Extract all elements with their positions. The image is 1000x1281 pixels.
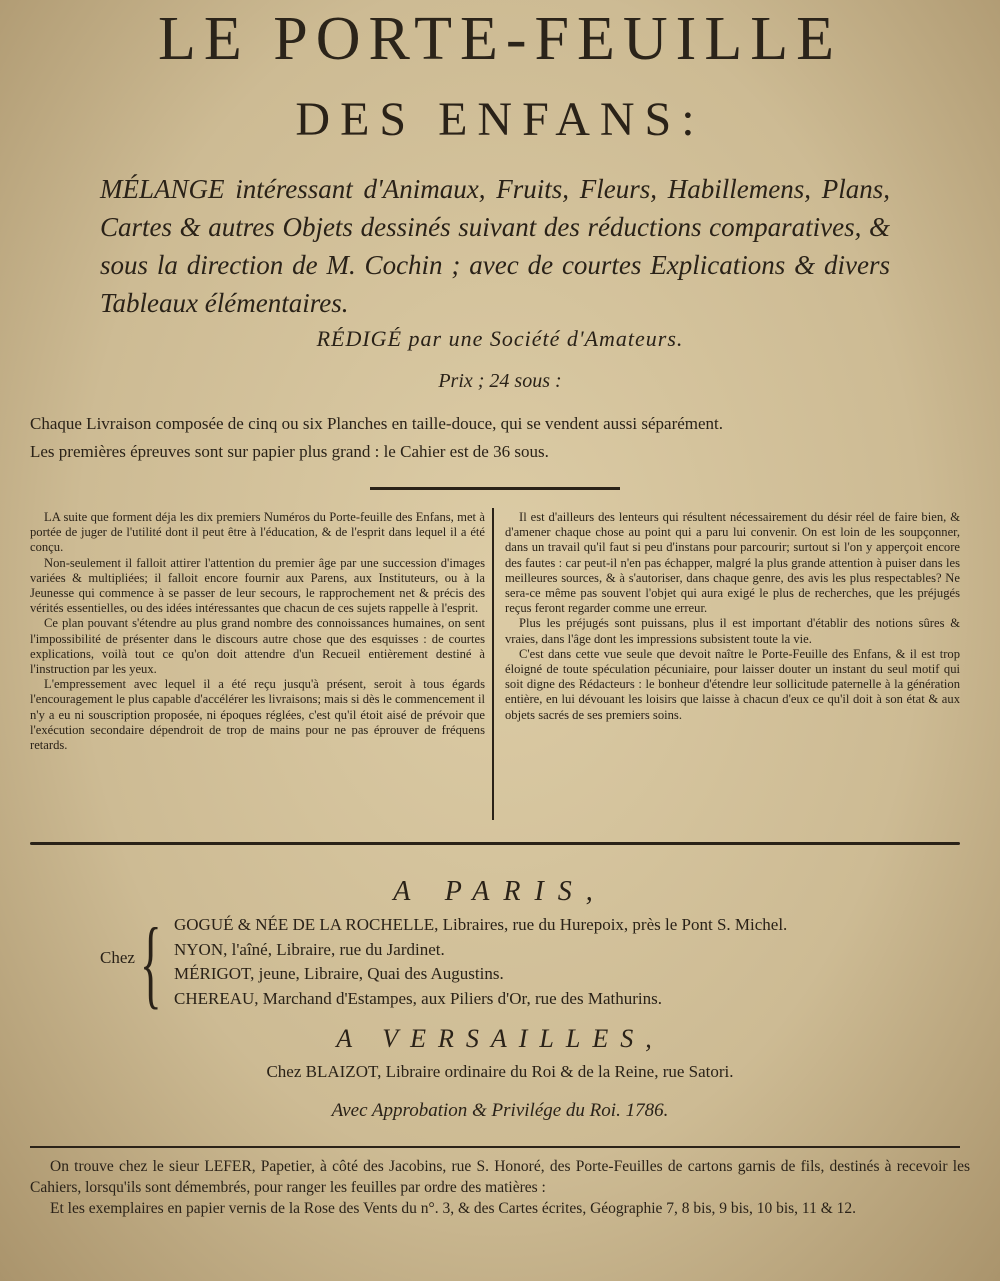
left-paragraph-1: LA suite que forment déja les dix premiers Numéros du Porte-feuille des Enfans, met à portée de juger de l'utilité dont il peut être à l'éducation, & de l'esprit dans lequel il a été conçu. <box>30 510 485 555</box>
middle-rule <box>30 842 960 845</box>
footer-notice <box>30 1156 970 1219</box>
libraires-list <box>174 913 994 1011</box>
footer-line-1: On trouve chez le sieur LEFER, Papetier, à côté des Jacobins, rue S. Honoré, des Porte-Feuilles de cartons garnis de fils, destinés à recevoir les Cahiers, lorsqu'ils sont démembrés, pour ranger les feuilles par ordre des matières : <box>30 1158 970 1196</box>
livraison-line-2: Les premières épreuves sont sur papier plus grand : le Cahier est de 36 sous. <box>30 442 549 461</box>
right-paragraph-1: Il est d'ailleurs des lenteurs qui résultent nécessairement du désir réel de faire bien, & d'amener chaque chose au point qui a paru lui convenir. On est loin de les soupçonner, dans un travail qu'il faut si peu d'instans pour parcourir; surtout si l'on y apperçoit encore des fautes : car peut-il n'en pas échapper, malgré la plus grande attention à puiser dans les meilleures sources, & à s'autoriser, dans chaque genre, des avis les plus respectables? Ne sera-ce même pas souvent l'objet qui aura exigé le plus de recherches, que les préjugés reçus feront regarder comme une erreur. <box>505 510 960 616</box>
libraire-3: MÉRIGOT, jeune, Libraire, Quai des Augustins. <box>174 964 504 983</box>
libraire-4: CHEREAU, Marchand d'Estampes, aux Piliers d'Or, rue des Mathurins. <box>174 988 662 1008</box>
subtitle: MÉLANGE intéressant d'Animaux, Fruits, Fleurs, Habillemens, Plans, Cartes & autres Objets dessinés suivant des réductions comparatives, & sous la direction de M. Cochin ; avec de courtes Explications & divers Tableaux élémentaires. <box>100 174 890 318</box>
right-paragraph-3: C'est dans cette vue seule que devoit naître le Porte-Feuille des Enfans, & il est trop éloigné de toute spéculation pécuniaire, pour laisser douter un instant du seul motif qui soit digne des Rédacteurs : le bonheur d'étendre leur sollicitude paternelle à la génération entière, en lui dévouant les loisirs que laisse à chacun d'eux ce qu'il doit à son état & aux objets sacrés de ses premiers soins. <box>505 646 960 722</box>
column-divider <box>492 508 494 820</box>
title-line-1: LE PORTE-FEUILLE <box>158 5 842 73</box>
brace-icon: { <box>140 907 162 1018</box>
chez-label: Chez <box>100 948 135 967</box>
left-paragraph-3: Ce plan pouvant s'étendre au plus grand nombre des connoissances humaines, on sent l'impossibilité de présenter dans le discours autre chose que des esquisses : de courtes explications, voilà tout ce qu'on doit attendre d'un Recueil entièrement destiné à l'instruction par les yeux. <box>30 616 485 677</box>
left-paragraph-4: L'empressement avec lequel il a été reçu jusqu'à présent, seroit à tous égards l'encouragement le plus capable d'accélérer les livraisons; mais si dès le commencement il n'y a eu ni souscription proposée, ni époques réglées, c'est qu'il étoit aisé de prévoir que l'exécution secondaire dépendroit de trop de mains pour ne pas éprouver de fréquens retards. <box>30 677 485 753</box>
approbation-line: Avec Approbation & Privilége du Roi. 1786. <box>331 1100 669 1121</box>
left-paragraph-2: Non-seulement il falloit attirer l'attention du premier âge par une succession d'images variées & multipliées; il falloit encore fournir aux Parens, aux Instituteurs, ou à la Jeunesse qui commence à se passer de leur secours, le rapprochement net & précis des vérités essentielles, ou des idées intéressantes que chacun de ces sujets rappelle à l'esprit. <box>30 555 485 616</box>
bottom-rule <box>30 1146 960 1148</box>
footer-line-2: Et les exemplaires en papier vernis de la Rose des Vents du n°. 3, & des Cartes écrites, Géographie 7, 8 bis, 9 bis, 10 bis, 11 & 12. <box>50 1200 857 1217</box>
libraire-1: GOGUÉ & NÉE DE LA ROCHELLE, Libraires, rue du Hurepoix, près le Pont S. Michel. <box>174 915 788 934</box>
redige-line: RÉDIGÉ par une Société d'Amateurs. <box>316 326 684 351</box>
right-paragraph-2: Plus les préjugés sont puissans, plus il est important d'établir des notions sûres & vraies, dans l'âge dont les impressions subsistent toute la vie. <box>505 616 960 646</box>
paris-heading: A PARIS, <box>393 876 607 907</box>
left-column <box>30 510 485 753</box>
versailles-heading: A VERSAILLES, <box>336 1024 664 1053</box>
title-line-2: DES ENFANS: <box>295 93 705 146</box>
livraison-line-1: Chaque Livraison composée de cinq ou six Planches en taille-douce, qui se vendent aussi séparément. <box>30 414 724 433</box>
right-column <box>505 510 960 723</box>
livraison-block <box>30 410 970 466</box>
libraire-2: NYON, l'aîné, Libraire, rue du Jardinet. <box>174 939 445 959</box>
top-rule <box>370 487 620 490</box>
blaizot-line: Chez BLAIZOT, Libraire ordinaire du Roi & de la Reine, rue Satori. <box>266 1062 734 1081</box>
price-line: Prix ; 24 sous : <box>438 370 562 392</box>
